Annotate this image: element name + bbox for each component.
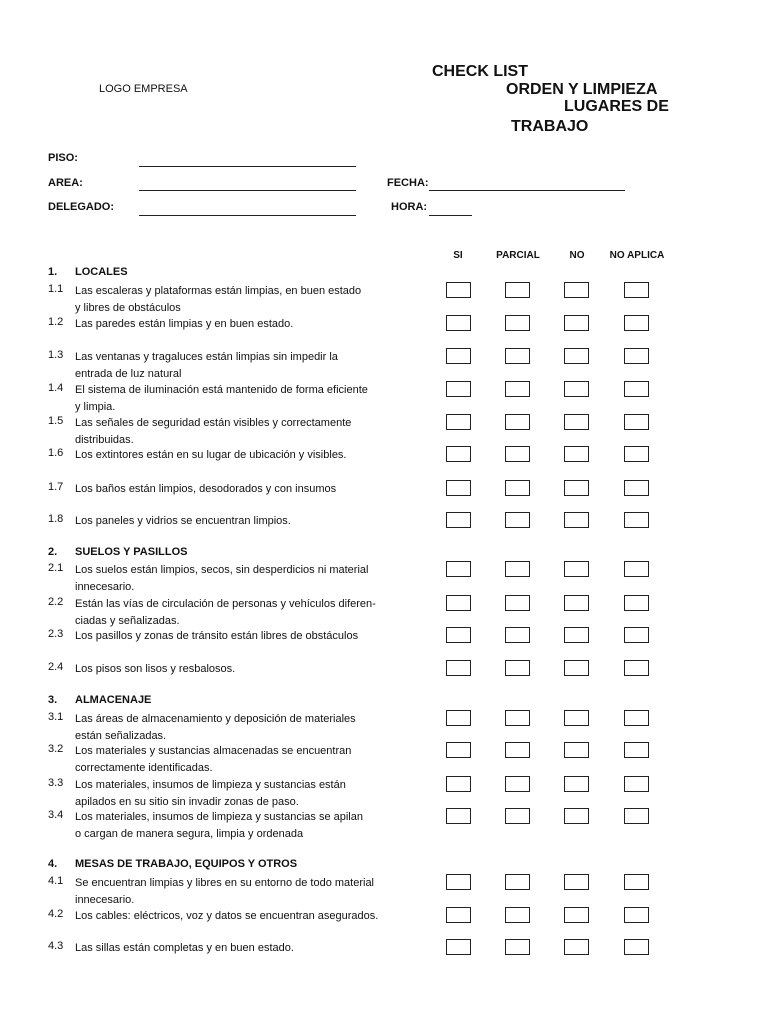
item-text: Los extintores están en su lugar de ubicación y visibles. [75, 449, 347, 461]
item-number: 4.3 [48, 940, 64, 952]
checkbox-no-aplica[interactable] [624, 595, 649, 611]
item-number: 1.5 [48, 415, 64, 427]
checkbox-si[interactable] [446, 315, 471, 331]
checkbox-no[interactable] [564, 660, 589, 676]
checkbox-no-aplica[interactable] [624, 808, 649, 824]
hora-label: HORA: [391, 201, 428, 213]
checkbox-parcial[interactable] [505, 627, 530, 643]
column-header-si: SI [453, 250, 463, 261]
area-field[interactable] [139, 190, 356, 191]
section-number: 4. [48, 858, 58, 870]
item-text: Las sillas están completas y en buen estado. [75, 942, 294, 954]
checkbox-si[interactable] [446, 282, 471, 298]
checkbox-no-aplica[interactable] [624, 446, 649, 462]
section-title: LOCALES [75, 266, 128, 278]
checkbox-no-aplica[interactable] [624, 874, 649, 890]
item-number: 1.3 [48, 349, 64, 361]
checkbox-no[interactable] [564, 907, 589, 923]
checkbox-no-aplica[interactable] [624, 742, 649, 758]
checkbox-parcial[interactable] [505, 561, 530, 577]
checkbox-si[interactable] [446, 348, 471, 364]
checkbox-parcial[interactable] [505, 808, 530, 824]
checkbox-no[interactable] [564, 874, 589, 890]
checkbox-parcial[interactable] [505, 595, 530, 611]
title-trabajo: TRABAJO [511, 118, 589, 135]
checkbox-si[interactable] [446, 742, 471, 758]
item-number: 1.2 [48, 316, 64, 328]
fecha-field[interactable] [429, 190, 625, 191]
item-text: Los suelos están limpios, secos, sin desperdicios ni material innecesario. [75, 564, 369, 593]
checkbox-no[interactable] [564, 480, 589, 496]
item-number: 3.1 [48, 711, 64, 723]
checkbox-si[interactable] [446, 776, 471, 792]
section-number: 2. [48, 546, 58, 558]
checkbox-no-aplica[interactable] [624, 561, 649, 577]
item-number: 3.4 [48, 809, 64, 821]
checkbox-parcial[interactable] [505, 907, 530, 923]
checkbox-parcial[interactable] [505, 446, 530, 462]
item-number: 3.3 [48, 777, 64, 789]
checkbox-parcial[interactable] [505, 512, 530, 528]
checkbox-no-aplica[interactable] [624, 939, 649, 955]
piso-label: PISO: [48, 152, 78, 164]
checkbox-no[interactable] [564, 446, 589, 462]
checkbox-no-aplica[interactable] [624, 315, 649, 331]
checkbox-si[interactable] [446, 710, 471, 726]
item-number: 2.1 [48, 562, 64, 574]
item-text: Los pasillos y zonas de tránsito están libres de obstáculos [75, 630, 359, 642]
item-number: 2.2 [48, 596, 64, 608]
item-text: Los materiales, insumos de limpieza y sustancias se apilan o cargan de manera segura, limpia y ordenada [75, 811, 363, 840]
piso-field[interactable] [139, 166, 356, 167]
checkbox-parcial[interactable] [505, 710, 530, 726]
checkbox-no-aplica[interactable] [624, 414, 649, 430]
checkbox-no-aplica[interactable] [624, 282, 649, 298]
item-number: 4.2 [48, 908, 64, 920]
item-text: El sistema de iluminación está mantenido de forma eficiente y limpia. [75, 384, 368, 413]
section-title: MESAS DE TRABAJO, EQUIPOS Y OTROS [75, 858, 298, 870]
item-number: 1.6 [48, 447, 64, 459]
checkbox-si[interactable] [446, 874, 471, 890]
item-number: 1.8 [48, 513, 64, 525]
checkbox-parcial[interactable] [505, 348, 530, 364]
checkbox-no-aplica[interactable] [624, 907, 649, 923]
checkbox-parcial[interactable] [505, 414, 530, 430]
company-logo-placeholder: LOGO EMPRESA [99, 83, 188, 95]
title-orden-limpieza: ORDEN Y LIMPIEZA [506, 81, 658, 98]
item-text: Los baños están limpios, desodorados y con insumos [75, 483, 337, 495]
checkbox-si[interactable] [446, 446, 471, 462]
checkbox-no[interactable] [564, 808, 589, 824]
item-text: Los materiales y sustancias almacenadas se encuentran correctamente identificadas. [75, 745, 352, 774]
checkbox-no[interactable] [564, 742, 589, 758]
item-text: Los cables: eléctricos, voz y datos se encuentran asegurados. [75, 910, 379, 922]
checkbox-si[interactable] [446, 480, 471, 496]
checkbox-no[interactable] [564, 710, 589, 726]
item-text: Las ventanas y tragaluces están limpias sin impedir la entrada de luz natural [75, 351, 338, 380]
checkbox-no[interactable] [564, 315, 589, 331]
checkbox-si[interactable] [446, 627, 471, 643]
checkbox-no-aplica[interactable] [624, 348, 649, 364]
item-text: Las escaleras y plataformas están limpias, en buen estado y libres de obstáculos [75, 285, 362, 314]
item-number: 4.1 [48, 875, 64, 887]
item-text: Están las vías de circulación de personas y vehículos diferen- ciadas y señalizadas. [75, 598, 376, 627]
checkbox-no-aplica[interactable] [624, 776, 649, 792]
item-number: 1.7 [48, 481, 64, 493]
title-lugares-de: LUGARES DE [564, 98, 669, 115]
checkbox-no[interactable] [564, 414, 589, 430]
checkbox-si[interactable] [446, 381, 471, 397]
section-title: SUELOS Y PASILLOS [75, 546, 188, 558]
checkbox-si[interactable] [446, 561, 471, 577]
item-number: 3.2 [48, 743, 64, 755]
checkbox-no-aplica[interactable] [624, 512, 649, 528]
item-text: Las áreas de almacenamiento y deposición de materiales están señalizadas. [75, 713, 356, 742]
item-text: Las señales de seguridad están visibles y correctamente distribuidas. [75, 417, 352, 446]
item-number: 2.3 [48, 628, 64, 640]
checkbox-no[interactable] [564, 348, 589, 364]
item-text: Los paneles y vidrios se encuentran limpios. [75, 515, 291, 527]
checkbox-si[interactable] [446, 907, 471, 923]
checkbox-no[interactable] [564, 561, 589, 577]
item-number: 2.4 [48, 661, 64, 673]
item-number: 1.1 [48, 283, 64, 295]
hora-field[interactable] [429, 215, 472, 216]
checkbox-parcial[interactable] [505, 480, 530, 496]
checkbox-parcial[interactable] [505, 874, 530, 890]
checkbox-no[interactable] [564, 627, 589, 643]
checkbox-si[interactable] [446, 414, 471, 430]
checkbox-parcial[interactable] [505, 939, 530, 955]
checkbox-no-aplica[interactable] [624, 710, 649, 726]
checkbox-parcial[interactable] [505, 381, 530, 397]
checkbox-no-aplica[interactable] [624, 381, 649, 397]
fecha-label: FECHA: [387, 177, 429, 189]
checkbox-no-aplica[interactable] [624, 660, 649, 676]
column-header-parcial: PARCIAL [496, 250, 540, 261]
checkbox-si[interactable] [446, 660, 471, 676]
checkbox-no-aplica[interactable] [624, 627, 649, 643]
item-number: 1.4 [48, 382, 64, 394]
column-header-no: NO [569, 250, 585, 261]
item-text: Los pisos son lisos y resbalosos. [75, 663, 236, 675]
checkbox-si[interactable] [446, 808, 471, 824]
checkbox-parcial[interactable] [505, 282, 530, 298]
checkbox-no[interactable] [564, 282, 589, 298]
column-header-no-aplica: NO APLICA [609, 250, 665, 261]
checkbox-no[interactable] [564, 595, 589, 611]
title-check-list: CHECK LIST [432, 63, 528, 80]
item-text: Las paredes están limpias y en buen estado. [75, 318, 294, 330]
checkbox-parcial[interactable] [505, 315, 530, 331]
section-number: 3. [48, 694, 58, 706]
checkbox-no[interactable] [564, 512, 589, 528]
checkbox-si[interactable] [446, 512, 471, 528]
item-text: Los materiales, insumos de limpieza y sustancias están apilados en su sitio sin invadir zonas de paso. [75, 779, 346, 808]
section-number: 1. [48, 266, 58, 278]
checkbox-parcial[interactable] [505, 742, 530, 758]
checkbox-si[interactable] [446, 939, 471, 955]
checkbox-no[interactable] [564, 776, 589, 792]
checkbox-parcial[interactable] [505, 660, 530, 676]
checkbox-parcial[interactable] [505, 776, 530, 792]
checkbox-no[interactable] [564, 939, 589, 955]
checkbox-si[interactable] [446, 595, 471, 611]
area-label: AREA: [48, 177, 83, 189]
checkbox-no[interactable] [564, 381, 589, 397]
delegado-label: DELEGADO: [48, 201, 114, 213]
section-title: ALMACENAJE [75, 694, 152, 706]
checkbox-no-aplica[interactable] [624, 480, 649, 496]
delegado-field[interactable] [139, 215, 356, 216]
item-text: Se encuentran limpias y libres en su entorno de todo material innecesario. [75, 877, 375, 906]
